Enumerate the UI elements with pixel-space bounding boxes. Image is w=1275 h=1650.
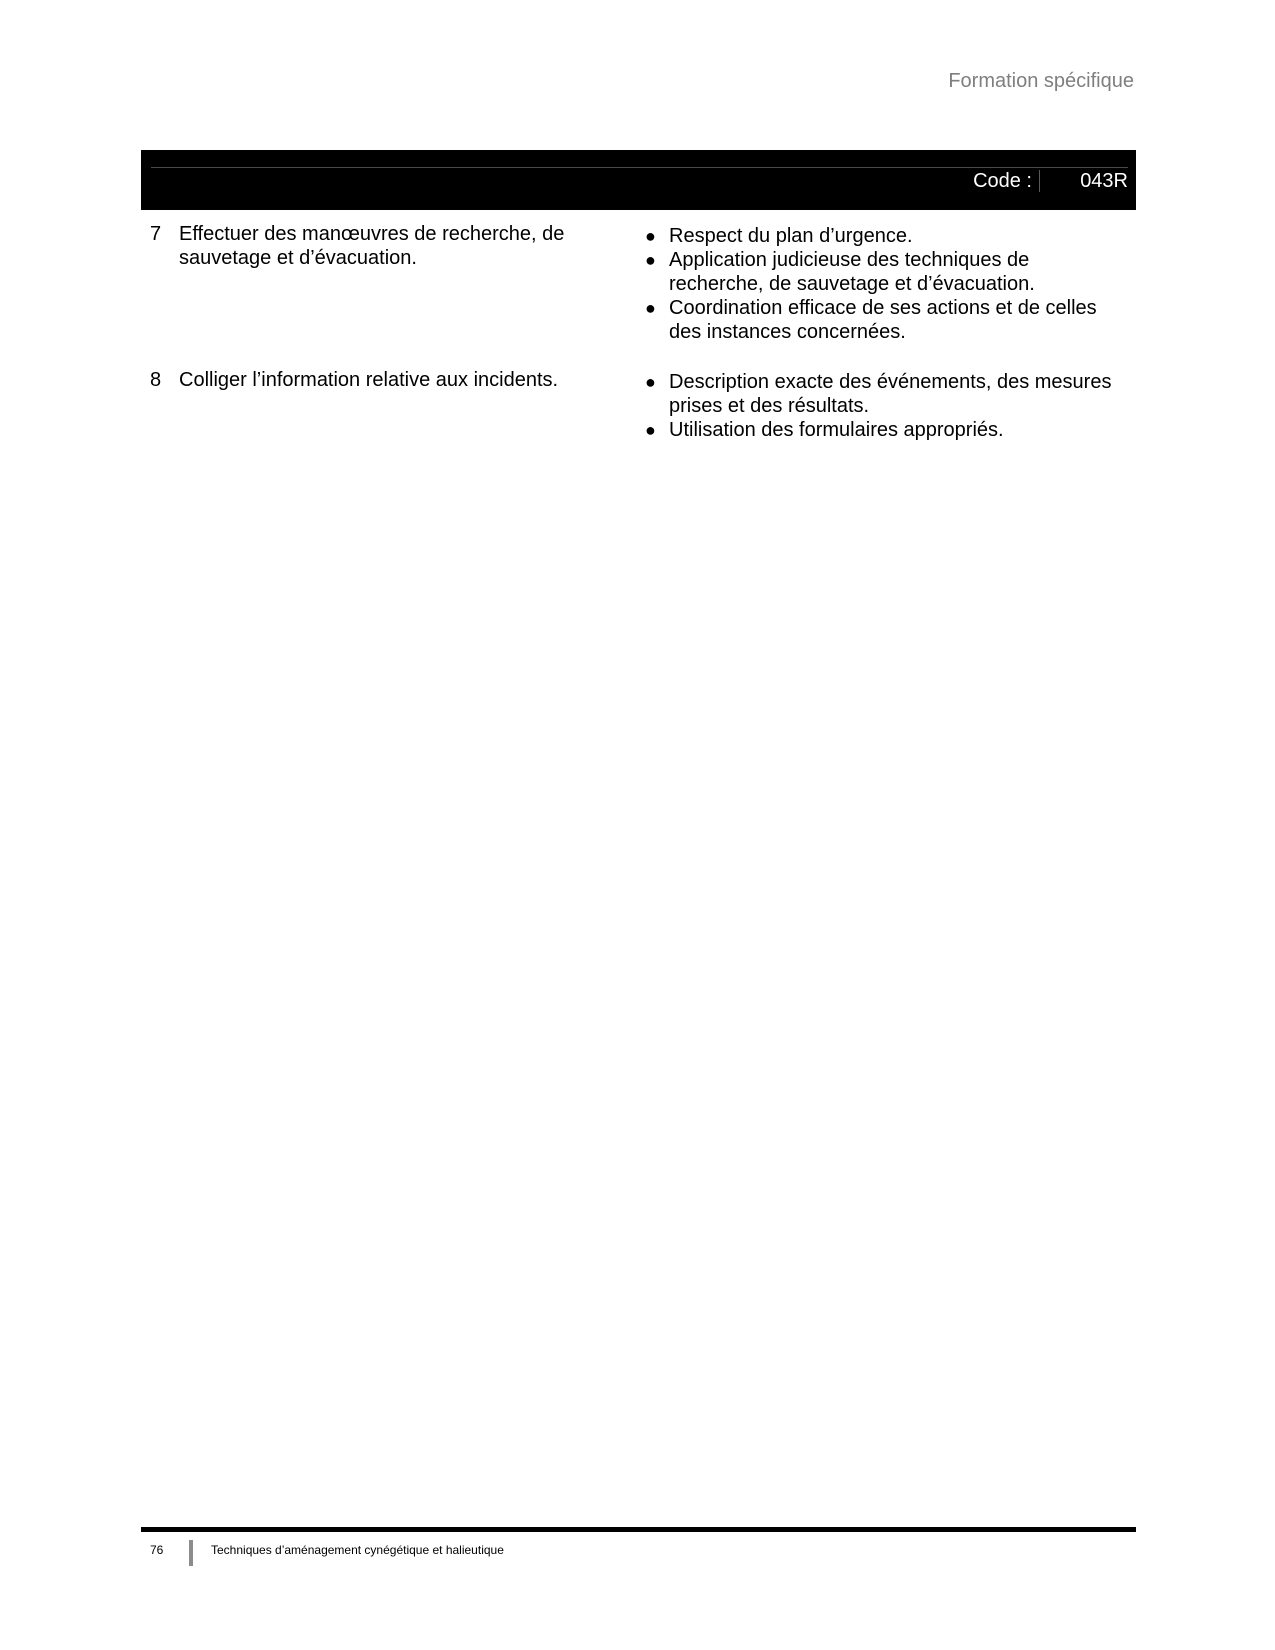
- element-number: 7: [150, 223, 162, 245]
- code-separator: [1039, 170, 1040, 192]
- page-number: 76: [150, 1543, 164, 1557]
- footer-rule: [141, 1527, 1136, 1532]
- bullet-icon: ●: [645, 298, 656, 318]
- criteria-text: Application judicieuse des techniques de recherche, de sauvetage et d’évacuation.: [669, 249, 1035, 295]
- code-value: 043R: [1080, 170, 1128, 192]
- footer-separator: [189, 1540, 193, 1566]
- element-text: Colliger l’information relative aux incidents.: [179, 369, 559, 391]
- bullet-icon: ●: [645, 250, 656, 270]
- criteria-list: [645, 370, 1125, 442]
- criteria-text: Respect du plan d’urgence.: [669, 225, 913, 247]
- code-bar-rule: [151, 167, 1128, 168]
- code-bar: [141, 150, 1136, 210]
- element-number: 8: [150, 369, 162, 391]
- bullet-icon: ●: [645, 226, 656, 246]
- criteria-item: [645, 370, 1125, 418]
- bullet-icon: ●: [645, 372, 656, 392]
- running-header: Formation spécifique: [948, 70, 1134, 92]
- criteria-item: [645, 418, 1125, 442]
- bullet-icon: ●: [645, 420, 656, 440]
- criteria-item: [645, 296, 1125, 344]
- footer-title: Techniques d’aménagement cynégétique et halieutique: [211, 1543, 504, 1557]
- code-label: Code :: [973, 170, 1032, 192]
- criteria-item: [645, 248, 1125, 296]
- criteria-text: Description exacte des événements, des mesures prises et des résultats.: [669, 371, 1112, 417]
- criteria-list: [645, 224, 1125, 344]
- element-text: Effectuer des manœuvres de recherche, de sauvetage et d’évacuation.: [179, 223, 565, 269]
- criteria-text: Coordination efficace de ses actions et de celles des instances concernées.: [669, 297, 1097, 343]
- criteria-text: Utilisation des formulaires appropriés.: [669, 419, 1004, 441]
- criteria-item: [645, 224, 1125, 248]
